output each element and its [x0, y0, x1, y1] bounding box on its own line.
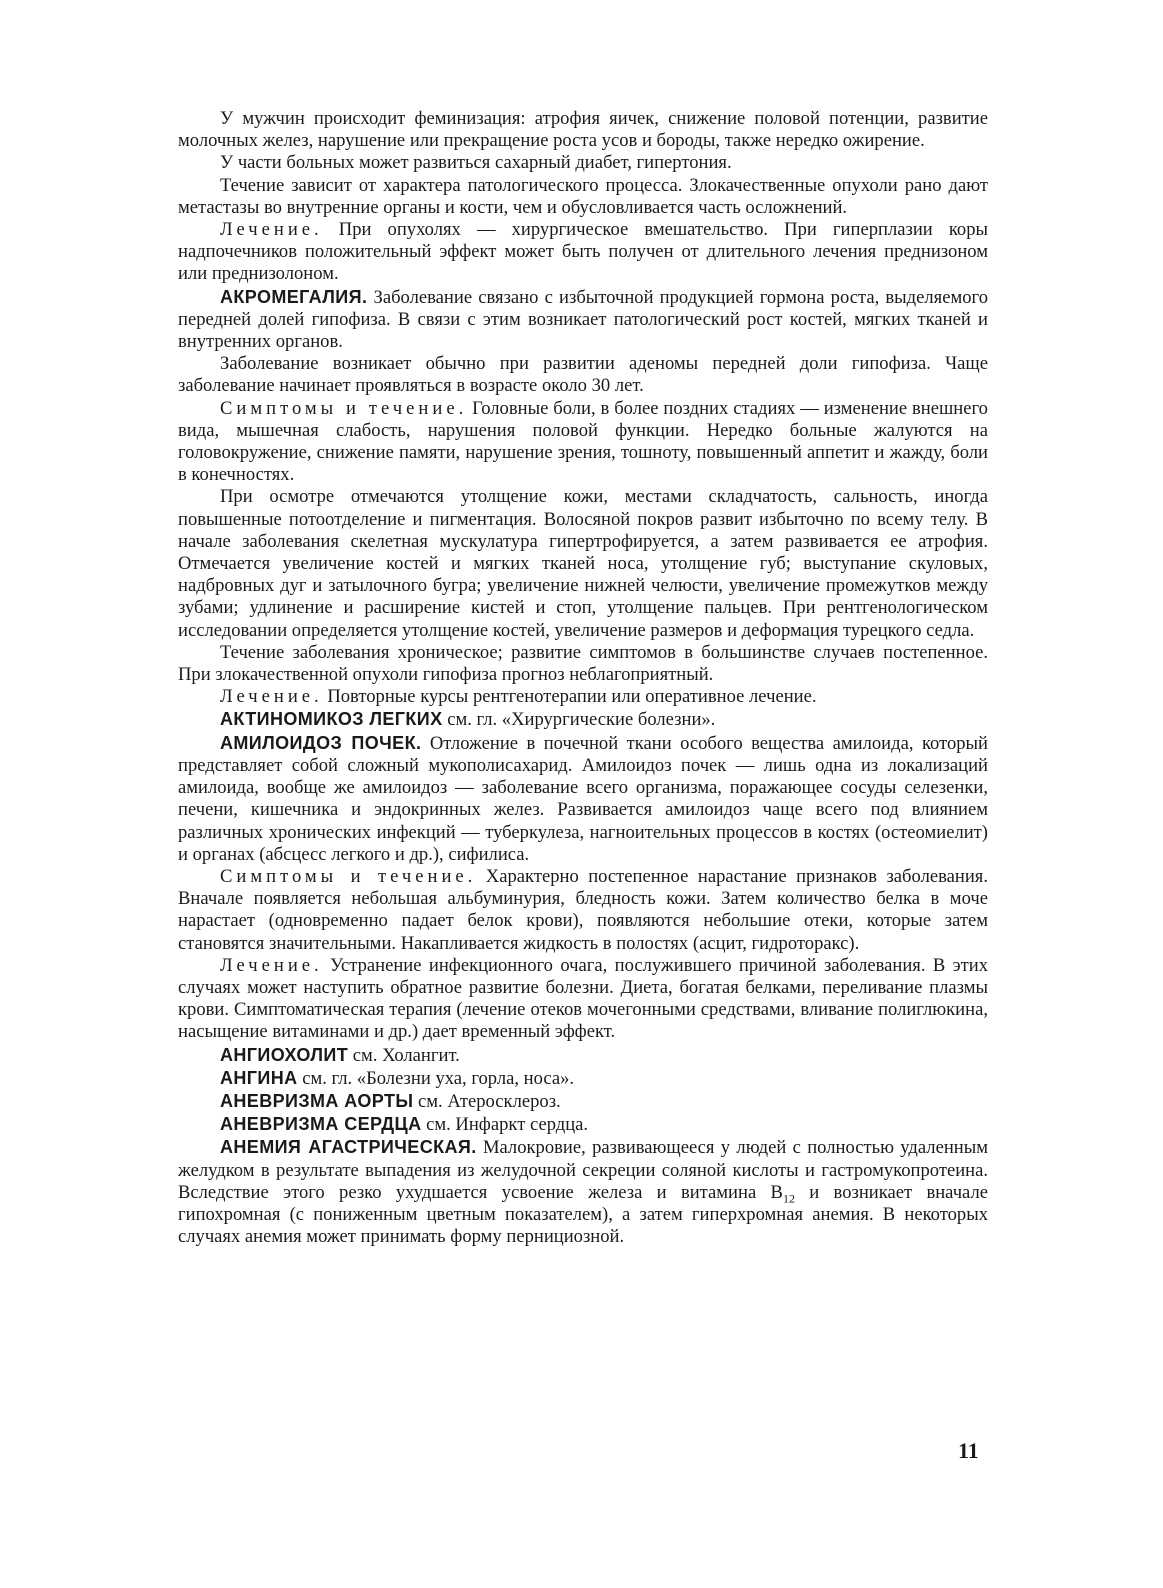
- entry-amyloidosis: [178, 732, 988, 866]
- entry-text: см. Атеросклероз.: [413, 1090, 561, 1112]
- paragraph-text: Повторные курсы рентгенотерапии или оперативное лечение.: [322, 686, 817, 708]
- paragraph-text: Головные боли, в более поздних стадиях — изменение внешнего вида, мышечная слабость, нарушения половой функции. Нередко больные жалуются на головокружение, снижение памяти, нарушение зрения, тошноту, повышенный аппетит и жажду, боли в конечностях.: [178, 397, 988, 486]
- symptoms-label: Симптомы и течение.: [220, 865, 477, 887]
- entry-heading: АКРОМЕГАЛИЯ.: [220, 286, 368, 307]
- entry-text: см. Инфаркт сердца.: [421, 1114, 589, 1136]
- treatment-label: Лечение.: [220, 686, 323, 708]
- paragraph: При осмотре отмечаются утолщение кожи, местами складчатость, сальность, иногда повышенные потоотделение и пигментация. Волосяной покров развит избыточно по всему телу. В начале заболевания скелетная мускулатура гипертрофируется, а затем развивается ее атрофия. Отмечается увеличение костей и мягких тканей носа, утолщение губ; выступание скуловых, надбровных дуг и затылочного бугра; увеличение нижней челюсти, увеличение промежутков между зубами; удлинение и расширение кистей и стоп, утолщение пальцев. При рентгенологическом исследовании определяется утолщение костей, увеличение размеров и деформация турецкого седла.: [178, 486, 988, 641]
- entry-text: см. гл. «Болезни уха, горла, носа».: [297, 1067, 575, 1089]
- entry-text: Малокровие, развивающееся у людей с полностью удаленным желудком в результате выпадения из желудочной секреции соляной кислоты и гастромукопротеина. Вследствие этого резко ухудшается усвоение железа и витамина B: [178, 1137, 988, 1203]
- paragraph: [178, 686, 988, 708]
- entry-heading: АМИЛОИДОЗ ПОЧЕК.: [220, 732, 422, 753]
- paragraph: [178, 398, 988, 487]
- treatment-label: Лечение.: [220, 219, 323, 241]
- symptoms-label: Симптомы и течение.: [220, 397, 468, 419]
- entry-text: Отложение в почечной ткани особого вещества амилоида, который представляет собой сложный мукополисахарид. Амилоидоз почек — лишь одна из локализаций амилоида, вообще же амилоидоз — заболевание всего организма, поражающее сосуды селезенки, печени, кишечника и эндокринных желез. Развивается амилоидоз чаще всего под влиянием различных хронических инфекций — туберкулеза, нагноительных процессов в костях (остеомиелит) и органах (абсцесс легкого и др.), сифилиса.: [178, 732, 988, 865]
- paragraph: У мужчин происходит феминизация: атрофия яичек, снижение половой потенции, развитие молочных желез, нарушение или прекращение роста усов и бороды, также нередко ожирение.: [178, 108, 988, 152]
- entry-text: Заболевание связано с избыточной продукцией гормона роста, выделяемого передней долей гипофиза. В связи с этим возникает патологический рост костей, мягких тканей и внутренних органов.: [178, 286, 988, 353]
- entry-heading: АНЕМИЯ АГАСТРИЧЕСКАЯ.: [220, 1137, 477, 1158]
- paragraph-text: Характерно постепенное нарастание признаков заболевания. Вначале появляется небольшая альбуминурия, бледность кожи. Затем количество белка в моче нарастает (одновременно падает белок крови), появляются небольшие отеки, которые затем становятся значительными. Накапливается жидкость в полостях (асцит, гидроторакс).: [178, 865, 988, 954]
- entry-aortic-aneurysm: [178, 1090, 988, 1113]
- paragraph: У части больных может развиться сахарный диабет, гипертония.: [220, 152, 732, 174]
- entry-heading: АНЕВРИЗМА АОРТЫ: [220, 1090, 414, 1111]
- entry-text: см. Холангит.: [348, 1044, 460, 1066]
- paragraph: Течение заболевания хроническое; развитие симптомов в большинстве случаев постепенное. При злокачественной опухоли гипофиза прогноз неблагоприятный.: [178, 641, 988, 686]
- entry-acromegaly: [178, 286, 988, 354]
- paragraph: [178, 866, 988, 955]
- entry-angina: [178, 1067, 988, 1090]
- paragraph: Заболевание возникает обычно при развитии аденомы передней доли гипофиза. Чаще заболевание начинает проявляться в возрасте около 30 лет.: [178, 353, 988, 397]
- entry-heading: АКТИНОМИКОЗ ЛЕГКИХ: [220, 709, 443, 730]
- entry-text: и возникает вначале гипохромная (с пониженным цветным показателем), а затем гиперхромная анемия. В некоторых случаях анемия может принимать форму пернициозной.: [178, 1181, 988, 1248]
- entry-heading: АНГИОХОЛИТ: [220, 1044, 349, 1065]
- entry-heading: АНГИНА: [220, 1067, 298, 1088]
- paragraph-text: Устранение инфекционного очага, послужившего причиной заболевания. В этих случаях может наступить обратное развитие болезни. Диета, богатая белками, переливание плазмы крови. Симптоматическая терапия (лечение отеков мочегонными средствами, вливание полиглюкина, насыщение витаминами и др.) дает временный эффект.: [178, 954, 988, 1043]
- entry-heading: АНЕВРИЗМА СЕРДЦА: [220, 1114, 422, 1135]
- book-page-text: [178, 108, 988, 1248]
- entry-agastric-anemia: [178, 1136, 988, 1248]
- paragraph: Течение зависит от характера патологического процесса. Злокачественные опухоли рано дают метастазы во внутренние органы и кости, чем и обусловливается часть осложнений.: [178, 174, 988, 218]
- entry-actinomycosis: [178, 708, 988, 731]
- subscript: 12: [782, 1191, 795, 1206]
- page-number: 11: [958, 1438, 979, 1463]
- paragraph: [178, 219, 988, 286]
- entry-cardiac-aneurysm: [178, 1113, 988, 1136]
- treatment-label: Лечение.: [220, 954, 323, 976]
- paragraph: [178, 955, 988, 1044]
- entry-text: см. гл. «Хирургические болезни».: [442, 709, 716, 731]
- paragraph-text: При опухолях — хирургическое вмешательство. При гиперплазии коры надпочечников положительный эффект может быть получен от длительного лечения преднизоном или преднизолоном.: [178, 219, 988, 285]
- entry-angiocholitis: [178, 1044, 988, 1067]
